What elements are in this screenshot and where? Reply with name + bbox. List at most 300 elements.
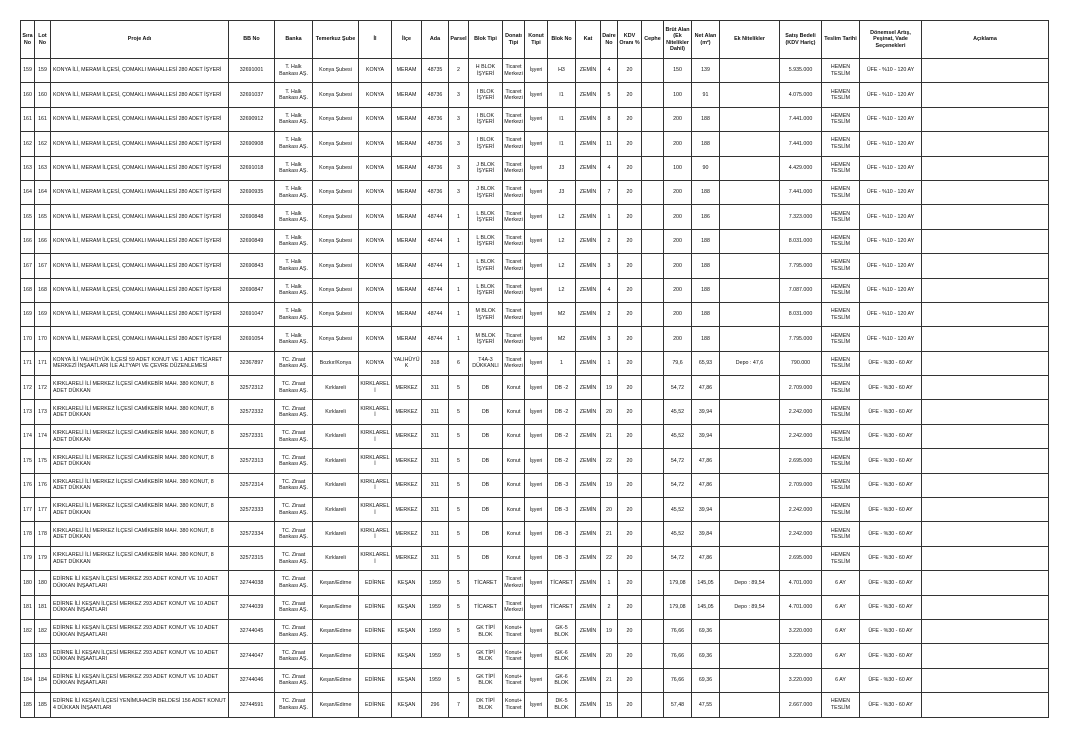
cell-proje-adi: KONYA İLİ, MERAM İLÇESİ, ÇOMAKLI MAHALLESİ 280 ADET İŞYERİ (51, 59, 229, 83)
cell-lot-no: 162 (35, 132, 51, 156)
table-row (21, 327, 1049, 351)
cell-ilce: KEŞAN (392, 693, 422, 717)
cell-sira-no: 178 (21, 522, 35, 546)
cell-kdv-orani: 20 (618, 254, 642, 278)
cell-konut-tipi: İşyeri (525, 546, 548, 570)
cell-ek-nitelikler (720, 498, 780, 522)
cell-blok-no: L2 (548, 254, 576, 278)
cell-il: KIRKLARELİ (359, 376, 392, 400)
cell-temerkuz-sube: Keşan/Edirne (313, 693, 359, 717)
cell-aciklama (922, 229, 1049, 253)
cell-donati-tipi: Ticaret Merkezi (503, 351, 525, 375)
cell-daire-no: 2 (601, 595, 618, 619)
cell-ada: 311 (422, 376, 449, 400)
cell-ada: 48744 (422, 327, 449, 351)
cell-brut-alan: 200 (664, 180, 692, 204)
header-teslim-tarihi: Teslim Tarihi (822, 21, 860, 59)
cell-aciklama (922, 644, 1049, 668)
cell-ek-nitelikler (720, 205, 780, 229)
cell-sira-no: 160 (21, 83, 35, 107)
cell-donati-tipi: Konut (503, 522, 525, 546)
cell-net-alan: 47,86 (692, 546, 720, 570)
cell-parsel: 1 (449, 302, 469, 326)
cell-donemsel-artis: ÜFE - %30 - 60 AY (860, 668, 922, 692)
cell-ilce: MERAM (392, 327, 422, 351)
cell-ada: 48744 (422, 302, 449, 326)
cell-donemsel-artis: ÜFE - %10 - 120 AY (860, 156, 922, 180)
cell-sira-no: 172 (21, 376, 35, 400)
table-row (21, 473, 1049, 497)
cell-blok-no: DB -2 (548, 424, 576, 448)
cell-brut-alan: 57,48 (664, 693, 692, 717)
cell-blok-tipi: DB (469, 400, 503, 424)
cell-satis-bedeli: 2.242.000 (780, 522, 822, 546)
cell-il: EDİRNE (359, 668, 392, 692)
cell-blok-tipi: GK TİPİ BLOK (469, 619, 503, 643)
cell-ek-nitelikler (720, 424, 780, 448)
cell-parsel: 3 (449, 83, 469, 107)
cell-temerkuz-sube: Keşan/Edirne (313, 619, 359, 643)
cell-temerkuz-sube: Konya Şubesi (313, 229, 359, 253)
cell-sira-no: 175 (21, 449, 35, 473)
cell-blok-tipi: DB (469, 424, 503, 448)
cell-konut-tipi: İşyeri (525, 595, 548, 619)
cell-net-alan: 47,86 (692, 376, 720, 400)
table-row (21, 180, 1049, 204)
cell-lot-no: 164 (35, 180, 51, 204)
cell-kat: ZEMİN (576, 424, 601, 448)
header-net-alan: Net Alan (m²) (692, 21, 720, 59)
cell-parsel: 5 (449, 400, 469, 424)
cell-konut-tipi: İşyeri (525, 254, 548, 278)
cell-il: EDİRNE (359, 571, 392, 595)
cell-donati-tipi: Ticaret Merkezi (503, 83, 525, 107)
cell-satis-bedeli: 7.087.000 (780, 278, 822, 302)
cell-ada: 311 (422, 400, 449, 424)
cell-bb-no: 32690912 (229, 107, 275, 131)
header-aciklama: Açıklama (922, 21, 1049, 59)
cell-ek-nitelikler (720, 229, 780, 253)
cell-parsel: 5 (449, 498, 469, 522)
cell-daire-no: 19 (601, 619, 618, 643)
cell-brut-alan: 45,52 (664, 400, 692, 424)
cell-proje-adi: KONYA İLİ, MERAM İLÇESİ, ÇOMAKLI MAHALLESİ 280 ADET İŞYERİ (51, 327, 229, 351)
cell-blok-tipi: M BLOK İŞYERİ (469, 327, 503, 351)
cell-blok-no: GK-5 BLOK (548, 619, 576, 643)
cell-donemsel-artis: ÜFE - %30 - 60 AY (860, 449, 922, 473)
cell-banka: TC. Ziraat Bankası AŞ. (275, 693, 313, 717)
cell-donemsel-artis: ÜFE - %10 - 120 AY (860, 59, 922, 83)
cell-ilce: MERKEZ (392, 498, 422, 522)
table-row (21, 644, 1049, 668)
cell-banka: TC. Ziraat Bankası AŞ. (275, 644, 313, 668)
cell-blok-tipi: H BLOK İŞYERİ (469, 59, 503, 83)
cell-kat: ZEMİN (576, 156, 601, 180)
cell-aciklama (922, 351, 1049, 375)
cell-cephe (642, 327, 664, 351)
cell-kdv-orani: 20 (618, 693, 642, 717)
property-listing-table (20, 20, 1049, 718)
cell-blok-tipi: I BLOK İŞYERİ (469, 83, 503, 107)
cell-sira-no: 174 (21, 424, 35, 448)
cell-blok-tipi: DB (469, 546, 503, 570)
cell-donati-tipi: Ticaret Merkezi (503, 327, 525, 351)
cell-daire-no: 5 (601, 83, 618, 107)
cell-teslim-tarihi: HEMEN TESLİM (822, 351, 860, 375)
cell-teslim-tarihi: HEMEN TESLİM (822, 278, 860, 302)
cell-ek-nitelikler (720, 449, 780, 473)
table-row (21, 229, 1049, 253)
cell-net-alan: 69,36 (692, 668, 720, 692)
cell-donati-tipi: Konut (503, 449, 525, 473)
cell-donemsel-artis: ÜFE - %30 - 60 AY (860, 376, 922, 400)
cell-daire-no: 8 (601, 107, 618, 131)
cell-proje-adi: KONYA İLİ, MERAM İLÇESİ, ÇOMAKLI MAHALLESİ 280 ADET İŞYERİ (51, 180, 229, 204)
cell-kat: ZEMİN (576, 278, 601, 302)
cell-donati-tipi: Ticaret Merkezi (503, 229, 525, 253)
cell-banka: TC. Ziraat Bankası AŞ. (275, 351, 313, 375)
cell-kat: ZEMİN (576, 83, 601, 107)
cell-donati-tipi: Konut (503, 473, 525, 497)
cell-kat: ZEMİN (576, 132, 601, 156)
table-row (21, 571, 1049, 595)
cell-konut-tipi: İşyeri (525, 205, 548, 229)
cell-sira-no: 179 (21, 546, 35, 570)
cell-aciklama (922, 107, 1049, 131)
cell-ilce: MERAM (392, 132, 422, 156)
cell-temerkuz-sube: Kırklareli (313, 473, 359, 497)
cell-lot-no: 171 (35, 351, 51, 375)
cell-teslim-tarihi: HEMEN TESLİM (822, 156, 860, 180)
cell-temerkuz-sube: Keşan/Edirne (313, 644, 359, 668)
cell-daire-no: 1 (601, 571, 618, 595)
cell-blok-tipi: I BLOK İŞYERİ (469, 132, 503, 156)
cell-bb-no: 32572312 (229, 376, 275, 400)
cell-proje-adi: KONYA İLİ, MERAM İLÇESİ, ÇOMAKLI MAHALLESİ 280 ADET İŞYERİ (51, 156, 229, 180)
cell-brut-alan: 54,72 (664, 473, 692, 497)
cell-cephe (642, 83, 664, 107)
cell-konut-tipi: İşyeri (525, 351, 548, 375)
cell-cephe (642, 424, 664, 448)
cell-proje-adi: KONYA İLİ, MERAM İLÇESİ, ÇOMAKLI MAHALLESİ 280 ADET İŞYERİ (51, 278, 229, 302)
cell-kdv-orani: 20 (618, 619, 642, 643)
cell-kat: ZEMİN (576, 302, 601, 326)
cell-lot-no: 165 (35, 205, 51, 229)
cell-proje-adi: KONYA İLİ, MERAM İLÇESİ, ÇOMAKLI MAHALLESİ 280 ADET İŞYERİ (51, 132, 229, 156)
cell-temerkuz-sube: Keşan/Edirne (313, 571, 359, 595)
cell-donemsel-artis: ÜFE - %30 - 60 AY (860, 400, 922, 424)
cell-parsel: 5 (449, 449, 469, 473)
cell-il: KONYA (359, 107, 392, 131)
cell-donemsel-artis: ÜFE - %10 - 120 AY (860, 132, 922, 156)
table-row (21, 302, 1049, 326)
cell-parsel: 3 (449, 156, 469, 180)
cell-satis-bedeli: 2.709.000 (780, 376, 822, 400)
cell-donemsel-artis: ÜFE - %30 - 60 AY (860, 522, 922, 546)
cell-ilce: MERAM (392, 59, 422, 83)
cell-parsel: 5 (449, 619, 469, 643)
cell-banka: T. Halk Bankası AŞ. (275, 302, 313, 326)
cell-konut-tipi: İşyeri (525, 424, 548, 448)
header-blok-no: Blok No (548, 21, 576, 59)
cell-ek-nitelikler (720, 473, 780, 497)
cell-ek-nitelikler (720, 522, 780, 546)
cell-net-alan: 188 (692, 107, 720, 131)
cell-teslim-tarihi: HEMEN TESLİM (822, 522, 860, 546)
cell-donemsel-artis: ÜFE - %30 - 60 AY (860, 619, 922, 643)
cell-banka: T. Halk Bankası AŞ. (275, 83, 313, 107)
cell-ilce: MERAM (392, 83, 422, 107)
cell-cephe (642, 400, 664, 424)
cell-bb-no: 32690908 (229, 132, 275, 156)
cell-konut-tipi: İşyeri (525, 229, 548, 253)
cell-bb-no: 32572332 (229, 400, 275, 424)
cell-blok-no: DB -3 (548, 473, 576, 497)
cell-ilce: MERKEZ (392, 449, 422, 473)
cell-kdv-orani: 20 (618, 132, 642, 156)
cell-ilce: MERAM (392, 229, 422, 253)
cell-il: KIRKLARELİ (359, 473, 392, 497)
cell-sira-no: 159 (21, 59, 35, 83)
cell-brut-alan: 54,72 (664, 376, 692, 400)
cell-donati-tipi: Konut+ Ticaret (503, 693, 525, 717)
cell-parsel: 1 (449, 327, 469, 351)
cell-donati-tipi: Ticaret Merkezi (503, 156, 525, 180)
cell-brut-alan: 54,72 (664, 546, 692, 570)
cell-kdv-orani: 20 (618, 522, 642, 546)
cell-satis-bedeli: 3.220.000 (780, 644, 822, 668)
header-ada: Ada (422, 21, 449, 59)
cell-blok-tipi: DB (469, 376, 503, 400)
cell-net-alan: 188 (692, 132, 720, 156)
cell-blok-tipi: L BLOK İŞYERİ (469, 229, 503, 253)
cell-konut-tipi: İşyeri (525, 327, 548, 351)
cell-cephe (642, 59, 664, 83)
cell-lot-no: 177 (35, 498, 51, 522)
cell-aciklama (922, 595, 1049, 619)
cell-donemsel-artis: ÜFE - %10 - 120 AY (860, 107, 922, 131)
cell-teslim-tarihi: HEMEN TESLİM (822, 254, 860, 278)
cell-donemsel-artis: ÜFE - %30 - 60 AY (860, 571, 922, 595)
cell-net-alan: 188 (692, 180, 720, 204)
cell-lot-no: 174 (35, 424, 51, 448)
cell-donemsel-artis: ÜFE - %30 - 60 AY (860, 546, 922, 570)
cell-brut-alan: 179,08 (664, 571, 692, 595)
cell-kat: ZEMİN (576, 400, 601, 424)
cell-donemsel-artis: ÜFE - %10 - 120 AY (860, 327, 922, 351)
cell-parsel: 5 (449, 644, 469, 668)
cell-blok-no: I1 (548, 107, 576, 131)
cell-parsel: 1 (449, 254, 469, 278)
cell-parsel: 5 (449, 376, 469, 400)
cell-brut-alan: 76,66 (664, 619, 692, 643)
cell-kdv-orani: 20 (618, 278, 642, 302)
cell-aciklama (922, 156, 1049, 180)
cell-ada: 318 (422, 351, 449, 375)
cell-kat: ZEMİN (576, 473, 601, 497)
cell-blok-no: H3 (548, 59, 576, 83)
header-satis-bedeli: Satış Bedeli (KDV Hariç) (780, 21, 822, 59)
cell-blok-no: I1 (548, 132, 576, 156)
cell-bb-no: 32690935 (229, 180, 275, 204)
cell-net-alan: 47,86 (692, 449, 720, 473)
cell-kdv-orani: 20 (618, 668, 642, 692)
cell-cephe (642, 351, 664, 375)
cell-ilce: MERAM (392, 205, 422, 229)
cell-net-alan: 188 (692, 254, 720, 278)
cell-il: KONYA (359, 205, 392, 229)
cell-satis-bedeli: 2.695.000 (780, 546, 822, 570)
cell-donati-tipi: Ticaret Merkezi (503, 595, 525, 619)
cell-kat: ZEMİN (576, 107, 601, 131)
cell-il: EDİRNE (359, 693, 392, 717)
cell-daire-no: 2 (601, 229, 618, 253)
cell-kat: ZEMİN (576, 180, 601, 204)
cell-sira-no: 165 (21, 205, 35, 229)
cell-lot-no: 180 (35, 571, 51, 595)
cell-blok-tipi: DB (469, 449, 503, 473)
cell-blok-no: J3 (548, 180, 576, 204)
cell-banka: TC. Ziraat Bankası AŞ. (275, 546, 313, 570)
cell-donemsel-artis: ÜFE - %10 - 120 AY (860, 254, 922, 278)
cell-cephe (642, 668, 664, 692)
cell-ada: 311 (422, 473, 449, 497)
cell-temerkuz-sube: Konya Şubesi (313, 132, 359, 156)
cell-kat: ZEMİN (576, 644, 601, 668)
cell-sira-no: 169 (21, 302, 35, 326)
cell-il: KONYA (359, 254, 392, 278)
cell-il: KONYA (359, 59, 392, 83)
cell-donemsel-artis: ÜFE - %10 - 120 AY (860, 278, 922, 302)
cell-bb-no: 32572331 (229, 424, 275, 448)
cell-il: KONYA (359, 278, 392, 302)
cell-sira-no: 184 (21, 668, 35, 692)
cell-net-alan: 188 (692, 229, 720, 253)
cell-sira-no: 166 (21, 229, 35, 253)
cell-teslim-tarihi: 6 AY (822, 595, 860, 619)
cell-il: KONYA (359, 180, 392, 204)
cell-temerkuz-sube: Bozkır/Konya (313, 351, 359, 375)
cell-parsel: 5 (449, 473, 469, 497)
cell-il: KIRKLARELİ (359, 424, 392, 448)
cell-ek-nitelikler (720, 278, 780, 302)
cell-proje-adi: KIRKLARELİ İLİ MERKEZ İLÇESİ CAMİKEBİR MAH. 380 KONUT, 8 ADET DÜKKAN (51, 522, 229, 546)
header-kdv-orani: KDV Oranı % (618, 21, 642, 59)
cell-blok-no: TİCARET (548, 595, 576, 619)
cell-cephe (642, 522, 664, 546)
cell-kdv-orani: 20 (618, 449, 642, 473)
cell-parsel: 5 (449, 546, 469, 570)
cell-konut-tipi: İşyeri (525, 180, 548, 204)
cell-lot-no: 175 (35, 449, 51, 473)
cell-konut-tipi: İşyeri (525, 59, 548, 83)
cell-net-alan: 69,36 (692, 644, 720, 668)
cell-satis-bedeli: 7.441.000 (780, 180, 822, 204)
cell-banka: T. Halk Bankası AŞ. (275, 278, 313, 302)
cell-aciklama (922, 668, 1049, 692)
cell-proje-adi: KONYA İLİ, MERAM İLÇESİ, ÇOMAKLI MAHALLESİ 280 ADET İŞYERİ (51, 302, 229, 326)
cell-proje-adi: KIRKLARELİ İLİ MERKEZ İLÇESİ CAMİKEBİR MAH. 380 KONUT, 8 ADET DÜKKAN (51, 498, 229, 522)
table-row (21, 668, 1049, 692)
cell-ada: 48736 (422, 132, 449, 156)
cell-banka: TC. Ziraat Bankası AŞ. (275, 571, 313, 595)
cell-blok-tipi: T4A-3 DÜKKANLI (469, 351, 503, 375)
cell-konut-tipi: İşyeri (525, 302, 548, 326)
cell-kdv-orani: 20 (618, 376, 642, 400)
header-kat: Kat (576, 21, 601, 59)
cell-il: KONYA (359, 351, 392, 375)
cell-aciklama (922, 424, 1049, 448)
header-donati-tipi: Donatı Tipi (503, 21, 525, 59)
cell-kdv-orani: 20 (618, 302, 642, 326)
cell-proje-adi: KONYA İLİ, MERAM İLÇESİ, ÇOMAKLI MAHALLESİ 280 ADET İŞYERİ (51, 254, 229, 278)
cell-kat: ZEMİN (576, 498, 601, 522)
cell-aciklama (922, 473, 1049, 497)
cell-kat: ZEMİN (576, 205, 601, 229)
cell-net-alan: 39,94 (692, 400, 720, 424)
cell-cephe (642, 595, 664, 619)
cell-ilce: MERAM (392, 278, 422, 302)
cell-daire-no: 2 (601, 302, 618, 326)
cell-ada: 1959 (422, 644, 449, 668)
cell-kat: ZEMİN (576, 619, 601, 643)
cell-il: KONYA (359, 83, 392, 107)
cell-satis-bedeli: 7.441.000 (780, 107, 822, 131)
cell-ada: 48744 (422, 278, 449, 302)
cell-teslim-tarihi: HEMEN TESLİM (822, 693, 860, 717)
cell-satis-bedeli: 7.795.000 (780, 254, 822, 278)
cell-ek-nitelikler (720, 693, 780, 717)
cell-aciklama (922, 302, 1049, 326)
cell-teslim-tarihi: HEMEN TESLİM (822, 107, 860, 131)
cell-kdv-orani: 20 (618, 180, 642, 204)
cell-donemsel-artis: ÜFE - %30 - 60 AY (860, 473, 922, 497)
cell-lot-no: 179 (35, 546, 51, 570)
table-row (21, 619, 1049, 643)
cell-proje-adi: KIRKLARELİ İLİ MERKEZ İLÇESİ CAMİKEBİR MAH. 380 KONUT, 8 ADET DÜKKAN (51, 473, 229, 497)
cell-teslim-tarihi: HEMEN TESLİM (822, 449, 860, 473)
cell-il: KIRKLARELİ (359, 546, 392, 570)
cell-parsel: 3 (449, 132, 469, 156)
cell-lot-no: 170 (35, 327, 51, 351)
cell-bb-no: 32691037 (229, 83, 275, 107)
cell-teslim-tarihi: 6 AY (822, 619, 860, 643)
cell-blok-tipi: J BLOK İŞYERİ (469, 156, 503, 180)
cell-sira-no: 177 (21, 498, 35, 522)
cell-banka: T. Halk Bankası AŞ. (275, 156, 313, 180)
cell-ek-nitelikler (720, 254, 780, 278)
table-row (21, 351, 1049, 375)
cell-ada: 1959 (422, 668, 449, 692)
cell-temerkuz-sube: Kırklareli (313, 424, 359, 448)
cell-sira-no: 161 (21, 107, 35, 131)
cell-teslim-tarihi: HEMEN TESLİM (822, 302, 860, 326)
cell-proje-adi: EDİRNE İLİ KEŞAN İLÇESİ MERKEZ 293 ADET KONUT VE 10 ADET DÜKKAN İNŞAATLARI (51, 619, 229, 643)
cell-net-alan: 186 (692, 205, 720, 229)
cell-teslim-tarihi: HEMEN TESLİM (822, 424, 860, 448)
cell-blok-no: DB -2 (548, 400, 576, 424)
cell-banka: T. Halk Bankası AŞ. (275, 180, 313, 204)
cell-banka: T. Halk Bankası AŞ. (275, 132, 313, 156)
header-il: İl (359, 21, 392, 59)
cell-donemsel-artis: ÜFE - %30 - 60 AY (860, 595, 922, 619)
cell-lot-no: 173 (35, 400, 51, 424)
table-row (21, 522, 1049, 546)
cell-sira-no: 182 (21, 619, 35, 643)
cell-daire-no: 20 (601, 498, 618, 522)
cell-teslim-tarihi: 6 AY (822, 668, 860, 692)
cell-teslim-tarihi: 6 AY (822, 571, 860, 595)
